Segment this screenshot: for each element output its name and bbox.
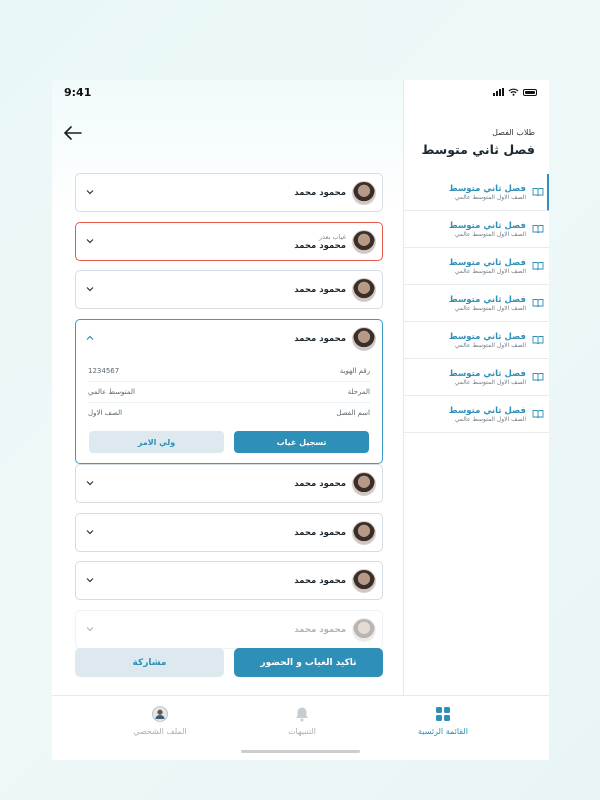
student-card-expanded[interactable] [75, 319, 383, 464]
status-icons [493, 88, 537, 96]
main-panel [52, 80, 403, 695]
student-name: محمود محمد [294, 624, 346, 635]
class-item-subtitle: الصف الاول المتوسط عالمي [454, 341, 526, 349]
detail-row-id [88, 361, 370, 382]
chevron-down-icon[interactable] [86, 625, 94, 633]
student-avatar [352, 521, 376, 545]
student-card[interactable] [75, 464, 383, 503]
class-item-subtitle: الصف الاول المتوسط عالمي [454, 193, 526, 201]
class-item-title: فصل ثاني متوسط [448, 405, 526, 416]
book-icon [532, 335, 544, 345]
status-time: 9:41 [64, 86, 92, 99]
class-item-title: فصل ثاني متوسط [448, 368, 526, 379]
class-list-item[interactable] [404, 211, 549, 248]
profile-avatar-icon [152, 706, 168, 722]
grid-icon [435, 706, 451, 722]
bottom-actions [75, 648, 383, 677]
book-icon [532, 372, 544, 382]
chevron-up-icon[interactable] [86, 334, 94, 342]
class-list-item[interactable] [404, 322, 549, 359]
student-card[interactable] [75, 270, 383, 309]
record-absence-button[interactable]: تسجيل غياب [234, 431, 369, 453]
class-item-subtitle: الصف الاول المتوسط عالمي [454, 230, 526, 238]
chevron-down-icon[interactable] [86, 528, 94, 536]
tab-home-label: القائمة الرئسية [418, 727, 468, 736]
chevron-down-icon[interactable] [86, 285, 94, 293]
student-avatar [352, 569, 376, 593]
tab-home[interactable] [398, 706, 488, 736]
sidebar-title: فصل ثاني متوسط [421, 142, 535, 157]
absence-status-label: غياب بعذر [318, 232, 346, 241]
student-details [76, 357, 382, 423]
student-card[interactable] [75, 513, 383, 552]
detail-row-stage [88, 382, 370, 403]
student-avatar [352, 181, 376, 205]
stage-label: المرحلة [347, 388, 370, 396]
class-list-item-active[interactable] [404, 174, 549, 211]
student-card[interactable] [75, 610, 383, 649]
student-avatar [352, 472, 376, 496]
class-item-subtitle: الصف الاول المتوسط عالمي [454, 304, 526, 312]
battery-icon [523, 89, 537, 96]
student-name: محمود محمد [294, 478, 346, 489]
class-value: الصف الاول [88, 409, 123, 417]
student-card[interactable] [75, 561, 383, 600]
student-card-excused[interactable] [75, 222, 383, 261]
class-item-title: فصل ثاني متوسط [448, 331, 526, 342]
class-list [404, 174, 549, 433]
class-item-title: فصل ثاني متوسط [448, 294, 526, 305]
class-list-item[interactable] [404, 396, 549, 433]
class-item-title: فصل ثاني متوسط [448, 257, 526, 268]
chevron-down-icon[interactable] [86, 188, 94, 196]
detail-row-class [88, 403, 370, 423]
book-icon [532, 298, 544, 308]
bell-icon [295, 706, 309, 722]
book-icon [532, 224, 544, 234]
tab-notifications-label: التنبيهات [288, 727, 316, 736]
student-avatar [352, 230, 376, 254]
sidebar-subtitle: طلاب الفصل [492, 128, 535, 137]
student-avatar [352, 278, 376, 302]
student-card[interactable] [75, 173, 383, 212]
student-avatar [352, 327, 376, 351]
book-icon [532, 409, 544, 419]
id-value: 1234567 [88, 367, 120, 375]
chevron-down-icon[interactable] [86, 479, 94, 487]
student-name: محمود محمد [294, 187, 346, 198]
student-name: محمود محمد [294, 527, 346, 538]
tab-notifications[interactable] [257, 706, 347, 736]
signal-icon [493, 88, 504, 96]
class-list-item[interactable] [404, 248, 549, 285]
class-item-subtitle: الصف الاول المتوسط عالمي [454, 267, 526, 275]
share-button[interactable]: مشاركة [75, 648, 224, 677]
class-sidebar [403, 80, 549, 695]
book-icon [532, 187, 544, 197]
guardian-button[interactable]: ولي الامر [89, 431, 224, 453]
chevron-down-icon[interactable] [86, 237, 94, 245]
back-arrow-icon[interactable] [64, 126, 82, 140]
student-name: محمود محمد [294, 284, 346, 295]
tab-profile[interactable] [115, 706, 205, 736]
student-name: محمود محمد [294, 333, 346, 344]
class-list-item[interactable] [404, 359, 549, 396]
home-indicator [241, 750, 360, 753]
class-item-title: فصل ثاني متوسط [448, 220, 526, 231]
student-name: محمود محمد [294, 575, 346, 586]
student-name: محمود محمد [294, 240, 346, 251]
class-list-item[interactable] [404, 285, 549, 322]
id-label: رقم الهوية [339, 367, 370, 375]
class-item-subtitle: الصف الاول المتوسط عالمي [454, 378, 526, 386]
class-item-subtitle: الصف الاول المتوسط عالمي [454, 415, 526, 423]
class-item-title: فصل ثاني متوسط [448, 183, 526, 194]
wifi-icon [508, 88, 519, 96]
class-label: اسم الفصل [336, 409, 370, 417]
stage-value: المتوسط عالمي [88, 388, 135, 396]
confirm-attendance-button[interactable]: تاكيد الغياب و الحضور [234, 648, 383, 677]
chevron-down-icon[interactable] [86, 576, 94, 584]
student-avatar [352, 618, 376, 642]
tab-profile-label: الملف الشخصي [133, 727, 187, 736]
tablet-screen [52, 80, 549, 760]
book-icon [532, 261, 544, 271]
